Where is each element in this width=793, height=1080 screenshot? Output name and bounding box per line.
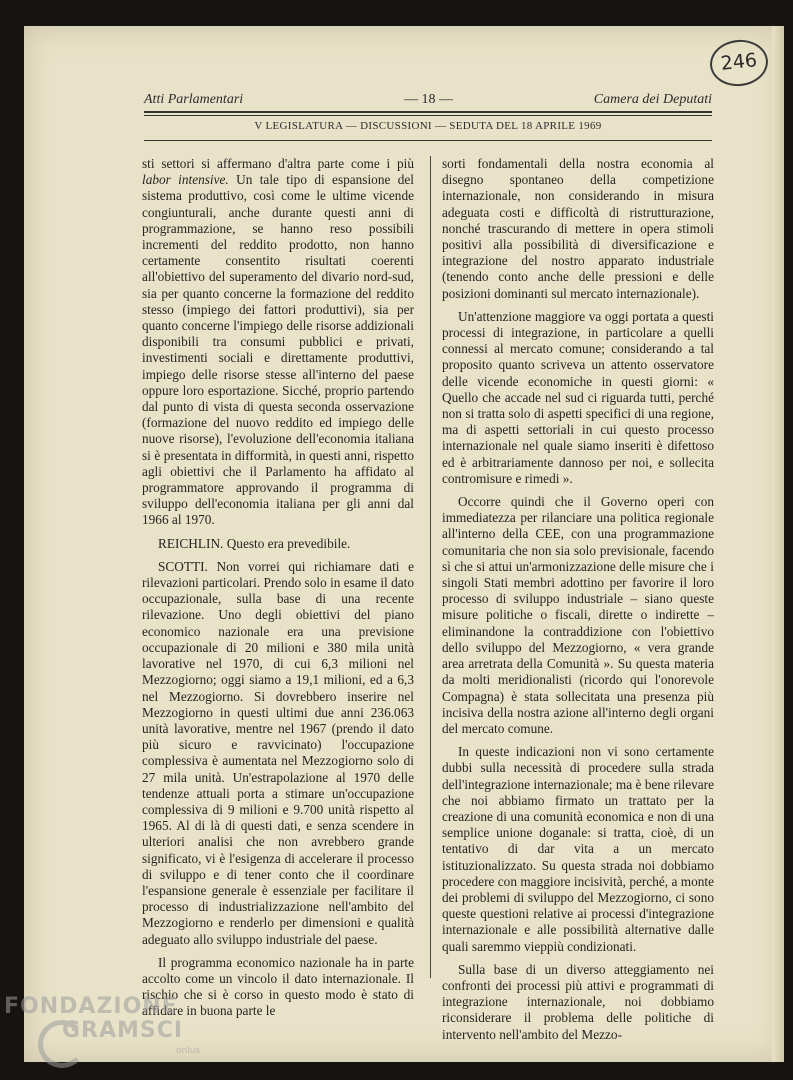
paragraph: Un'attenzione maggiore va oggi portata a questi processi di integrazione, in particolare a quelli connessi al mercato comune; considerando a tal proposito quanto scriveva un attento osservatore delle vicende economiche in questi giorni: « Quello che accade nel sud ci riguarda tutti, perché non si tratta solo di aspetti specifici di una regione, ma di aspetti settoriali in cui questo processo internazionale nel quale siamo inseriti è difettoso ed è arbitrariamente dannoso per noi, e sollecita contromisure e rimedi ». — [442, 308, 714, 486]
page-edge — [772, 26, 784, 1062]
document-page — [24, 26, 784, 1062]
left-column — [142, 156, 414, 1027]
header-rule-thick — [144, 111, 712, 113]
paragraph: Sulla base di un diverso atteggiamento nei confronti dei processi più attivi e programmati di integrazione internazionale, noi dobbiamo riconsiderare il problema delle politiche di intervento nell'ambito del Mezzo- — [442, 961, 714, 1042]
paragraph: REICHLIN. Questo era prevedibile. — [158, 535, 351, 551]
paragraph: sorti fondamentali della nostra economia al disegno spontaneo della competizione internazionale, non considerando in misura adeguata costi e difficoltà di ristrutturazione, nonché trascurando di mettere in opera stimoli positivi alla possibilità di diversificazione e integrazione del nostro apparato industriale (tenendo conto anche delle pressioni e delle posizioni dominanti sul mercato internazionale). — [442, 156, 714, 301]
watermark-logo — [4, 992, 224, 1072]
paragraph: sti settori si affermano d'altra parte come i più labor intensive. Un tale tipo di espansione del sistema produttivo, così come le ultime vicende congiunturali, anche durante questi anni di programmazione, se hanno reso possibili incrementi del reddito prodotto, non hanno certamente consentito risultati coerenti all'obiettivo del superamento del divario nord-sud, sia per quanto concerne la formazione del reddito stesso (impiego dei fattori produttivi), sia per quanto concerne l'impiego delle risorse addizionali disponibili tra consumi pubblici e privati, investimenti sociali e direttamente produttivi, impiego delle risorse stesse all'interno del paese oppure loro esportazione. Sicché, proprio partendo dal punto di vista di questa seconda osservazione (formazione del nuovo reddito ed impiego delle nuove risorse), l'evoluzione dell'economia italiana si è presentata in difformità, in questi anni, rispetto agli obiettivi che il Parlamento ha affidato al programmatore approvando il programma di sviluppo dell'economia italiana per gli anni dal 1966 al 1970. — [142, 156, 414, 528]
paragraph: Occorre quindi che il Governo operi con immediatezza per rilanciare una politica regionale all'interno della CEE, con una programmazione comunitaria che non sia solo previsionale, facendo sì che si attui un'armonizzazione delle misure che i singoli Stati membri adottino per favorire il loro processo di sviluppo industriale – siano queste misure politiche o fiscali, dirette o indirette – eliminandone la contraddizione con l'obiettivo dello sviluppo del Mezzogiorno, « vera grande area arretrata della Comunità ». Su questa materia da molti meridionalisti (ricordo qui l'onorevole Compagna) è stata sollecitata una presenza più incisiva della nostra azione all'interno degli organi del mercato comune. — [442, 494, 714, 736]
watermark-onlus: onlus — [176, 1046, 201, 1056]
paragraph: In queste indicazioni non vi sono certamente dubbi sulla necessità di procedere sulla strada dell'integrazione internazionale; ma è bene rilevare che noi abbiamo firmato un trattato per la creazione di una comunità economica e non di una semplice unione doganale: si tratta, cioè, di un tentativo di dar vita a un mercato istituzionalizzato. Su questa strada noi dobbiamo procedere con maggiore incisività, perché, a monte dei problemi di sviluppo del Mezzogiorno, ci sono queste questioni relative ai processi d'integrazione internazionale e alle possibilità alternative dalle quali saremmo vieppiù condizionati. — [442, 744, 714, 954]
italic-term: labor intensive. — [142, 172, 229, 188]
header-right: Camera dei Deputati — [593, 92, 712, 107]
watermark-line2: GRAMSCI — [62, 1018, 184, 1043]
session-subheader: V LEGISLATURA — DISCUSSIONI — SEDUTA DEL 18 APRILE 1969 — [254, 120, 602, 132]
right-column — [442, 156, 714, 1050]
header-page-number: — 18 — — [404, 92, 453, 107]
paragraph: Il programma economico nazionale ha in parte accolto come un vincolo il dato internazionale. Il rischio che si è corso in questo modo è stato di affidare in buona parte le — [142, 954, 414, 1019]
column-divider — [430, 156, 431, 978]
paragraph: SCOTTI. Non vorrei qui richiamare dati e rilevazioni particolari. Prendo solo in esame il dato occupazionale, sulla base di una recente rilevazione. Uno degli obiettivi del piano economico nazionale era una previsione occupazionale di 20 milioni e 380 mila unità lavorative nel 1970, di cui 6,3 milioni nel Mezzogiorno; oggi siamo a 19,1 milioni, ed a 6,3 nel Mezzogiorno. Si dovrebbero inserire nel Mezzogiorno in questi ultimi due anni 236.063 unità lavorative, mentre nel 1967 (prendo il dato più sicuro e ravvicinato) l'occupazione complessiva è aumentata nel Mezzogiorno solo di 27 mila unità. Un'estrapolazione al 1970 delle tendenze attuali porta a stimare un'occupazione complessiva di 9 milioni e 9.700 unità rispetto al 1965. Al di là di questi dati, e senza scendere in ulteriori analisi che non avrebbero grande significato, vi è l'esigenza di accelerare il processo di sviluppo e di tener conto che il coordinare l'espansione generale è essenziale per facilitare il processo di industrializzazione nell'ambito del Mezzogiorno e renderlo per dimensioni e qualità adeguato allo sviluppo industriale del paese. — [142, 558, 414, 947]
subheader-rule — [144, 140, 712, 141]
header-rule-thin — [144, 115, 712, 116]
header-left: Atti Parlamentari — [144, 92, 244, 107]
watermark-line1: FONDAZIONE — [4, 994, 178, 1019]
handwritten-page-number: 246 — [708, 37, 770, 89]
